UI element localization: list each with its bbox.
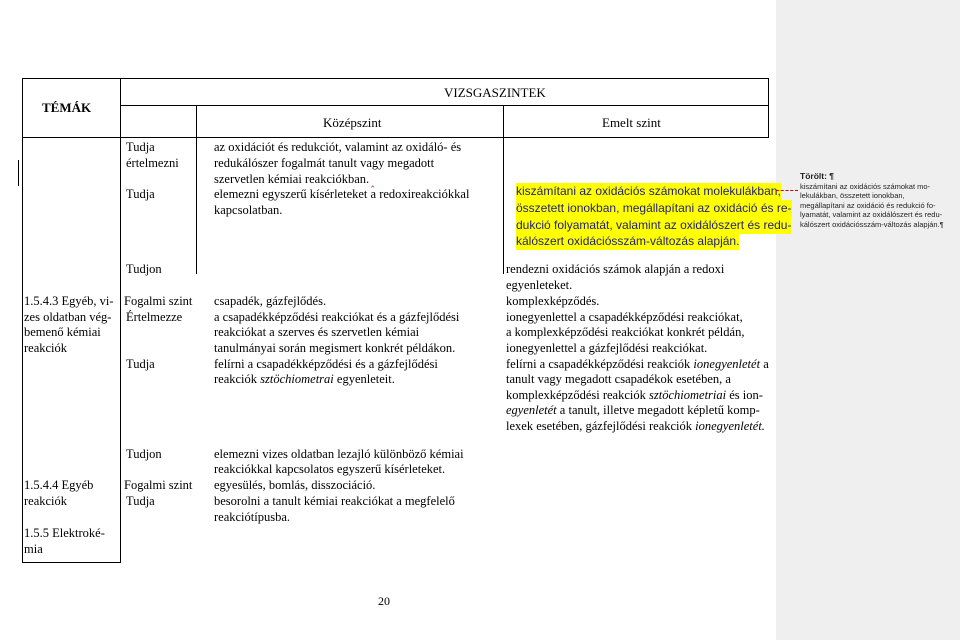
kozep-emelt-border	[503, 105, 504, 274]
table-bottom-border	[22, 562, 121, 563]
emelt-text-line: egyenleteket.	[506, 278, 573, 292]
emelt-text-line	[506, 356, 769, 372]
insertion-caret-icon: ‸	[371, 177, 375, 188]
kozep-text-line: az oxidációt és redukciót, valamint az oxidáló- és	[214, 140, 462, 154]
emelt-text-line: tanult vagy megadott csapadékok esetében, a	[506, 372, 731, 386]
level-label: Tudja	[126, 140, 155, 154]
emelt-text-line: rendezni oxidációs számok alapján a redoxi	[506, 262, 725, 276]
table-right-border	[768, 78, 769, 137]
topic-line: zes oldatban vég-	[24, 310, 112, 324]
kozep-text-line: elemezni vizes oldatban lezajló különböző kémiai	[214, 447, 464, 461]
temak-header: TÉMÁK	[42, 100, 92, 115]
topic-line: bemenő kémiai	[24, 325, 101, 339]
kozep-text-line: elemezni egyszerű kísérleteket a redoxireakciókkal	[214, 187, 470, 201]
text-run: lexek esetében, gázfejlődési reakciók	[506, 419, 696, 433]
topic-line: 1.5.4.3 Egyéb, vi-	[24, 294, 114, 308]
topic-line: reakciók	[24, 341, 68, 355]
text-run: és ion-	[726, 388, 763, 402]
topic-line: 1.5.4.4 Egyéb	[24, 478, 94, 492]
highlighted-emelt-line: összetett ionokban, megállapítani az oxidáció és re-	[516, 201, 792, 215]
topic-line: 1.5.5 Elektroké-	[24, 526, 105, 540]
header-bottom-border	[22, 137, 769, 138]
text-run: a tanult, illetve megadott képletű komp-	[556, 403, 760, 417]
comment-connector-line	[776, 190, 798, 191]
kozep-text-line: kapcsolatban.	[214, 203, 283, 217]
left-edge-lower	[22, 137, 23, 562]
emelt-text-line: komplexképződés.	[506, 294, 600, 308]
topic-line: reakciók	[24, 494, 68, 508]
emelt-text-line	[506, 402, 760, 418]
emelt-text-line	[506, 418, 765, 434]
kozepszint-header: Középszint	[323, 115, 382, 130]
comment-markup-pane	[776, 0, 960, 640]
kozep-text-line: a csapadékképződési reakciókat és a gázfejlődési	[214, 310, 460, 324]
emelt-text-line: ionegyenlettel a gázfejlődési reakciókat.	[506, 341, 708, 355]
emelt-szint-header: Emelt szint	[602, 115, 661, 130]
kozep-text-line: szervetlen kémiai reakciókban.	[214, 172, 370, 186]
italic-run: egyenletét	[506, 403, 557, 417]
kozep-text-line: reakciókat a szerves és szervetlen kémiai	[214, 325, 420, 339]
text-run: felírni a csapadékképződési reakciók	[506, 357, 694, 371]
level-label: Tudja	[126, 357, 155, 371]
italic-run: sztöchiometrai	[260, 372, 334, 386]
deleted-text-balloon[interactable]	[800, 172, 954, 229]
kozep-text-line: csapadék, gázfejlődés.	[214, 294, 327, 308]
vizsgaszintek-header: VIZSGASZINTEK	[444, 85, 546, 100]
table-top-border	[22, 78, 769, 79]
table-left-border	[22, 78, 23, 137]
balloon-title: Törölt: ¶	[800, 171, 834, 181]
highlighted-emelt-line: kiszámítani az oxidációs számokat molekulákban,	[516, 184, 781, 198]
header-divider	[120, 105, 769, 106]
balloon-line: kiszámítani az oxidációs számokat mo-	[800, 181, 931, 191]
text-run: egyenleteit.	[333, 372, 395, 386]
kozep-text-line: felírni a csapadékképződési és a gázfejlődési	[214, 357, 438, 371]
italic-run: ionegyenletét	[693, 357, 761, 371]
level-label: Tudjon	[126, 262, 162, 276]
kozep-text-line: egyesülés, bomlás, disszociáció.	[214, 478, 376, 492]
level-column-border	[196, 105, 197, 274]
temak-column-border	[120, 78, 121, 562]
balloon-line: lekulákban, összetett ionokban,	[800, 191, 905, 200]
level-label: értelmezni	[126, 156, 179, 170]
level-label: Tudja	[126, 187, 155, 201]
kozep-text-line: tanulmányai során megismert konkrét példákon.	[214, 341, 456, 355]
italic-run: ionegyenletét.	[695, 419, 765, 433]
highlighted-emelt-line: dukció folyamatát, valamint az oxidálószert és redu-	[516, 218, 792, 232]
kozep-text-line: redukálószer fogalmát tanult vagy megadott	[214, 156, 435, 170]
balloon-line: kálószert oxidációsszám-változás alapján.¶	[800, 219, 944, 229]
change-bar	[18, 160, 19, 186]
italic-run: sztöchiometriai	[649, 388, 727, 402]
text-run: reakciók	[214, 372, 261, 386]
emelt-text-line: a komplexképződési reakciókat konkrét példán,	[506, 325, 745, 339]
kozep-text-line	[214, 371, 395, 387]
text-run: a	[760, 357, 769, 371]
balloon-line: lyamatát, valamint az oxidálószert és redu-	[800, 210, 943, 219]
kozep-text-line: besorolni a tanult kémiai reakciókat a megfelelő	[214, 494, 455, 508]
level-label: Fogalmi szint	[124, 478, 193, 492]
kozep-text-line: reakciókkal kapcsolatos egyszerű kísérleteket.	[214, 462, 446, 476]
level-label: Tudja	[126, 494, 155, 508]
emelt-text-line	[506, 387, 763, 403]
level-label: Tudjon	[126, 447, 162, 461]
highlighted-emelt-line: kálószert oxidációsszám-változás alapján.	[516, 234, 740, 248]
topic-line: mia	[24, 542, 43, 556]
level-label: Értelmezze	[126, 310, 183, 324]
text-run: komplexképződési reakciók	[506, 388, 650, 402]
balloon-line: megállapítani az oxidáció és redukció fo-	[800, 200, 936, 210]
level-label: Fogalmi szint	[124, 294, 193, 308]
kozep-text-line: reakciótípusba.	[214, 510, 291, 524]
page-number: 20	[378, 594, 390, 608]
emelt-text-line: ionegyenlettel a csapadékképződési reakciókat,	[506, 310, 743, 324]
